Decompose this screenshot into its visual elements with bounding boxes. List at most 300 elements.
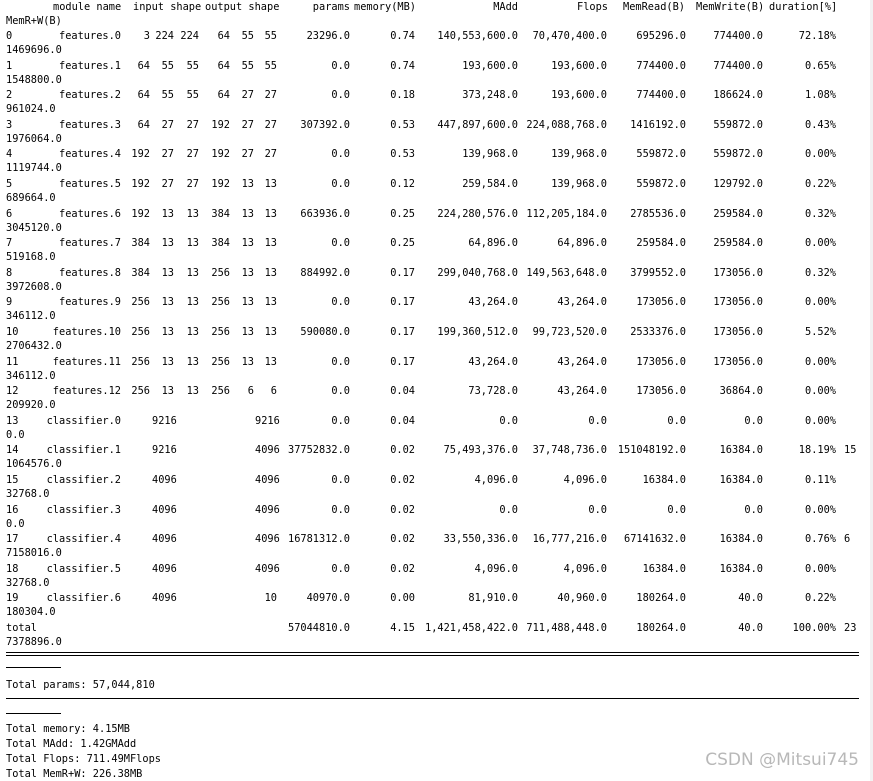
cell-dur: 0.00%: [805, 296, 836, 308]
cell-dur: 72.18%: [798, 30, 836, 42]
cell-name: classifier.4: [46, 533, 121, 545]
cell-params: 23296.0: [306, 30, 350, 42]
table-row: [0, 177, 873, 191]
cell-in1: 27: [161, 148, 174, 160]
cell-in0: 64: [137, 60, 150, 72]
cell-in2: 27: [186, 148, 199, 160]
cell-memrw-wrapped: 689664.0: [6, 192, 56, 204]
cell-out2: 4096: [255, 533, 280, 545]
cell-params: 0.0: [331, 415, 350, 427]
cell-out2: 13: [264, 178, 277, 190]
cell-mr: 774400.0: [636, 89, 686, 101]
cell-memrw-wrapped: 1548800.0: [6, 74, 62, 86]
cell-out0: 256: [211, 385, 230, 397]
cell-flops: 16,777,216.0: [532, 533, 607, 545]
cell-mw: 559872.0: [713, 148, 763, 160]
cell-in0: 64: [137, 119, 150, 131]
cell-in0: 256: [131, 296, 150, 308]
header-flops: Flops: [577, 1, 608, 13]
cell-out2: 55: [264, 60, 277, 72]
cell-mw: 16384.0: [719, 563, 763, 575]
cell-madd: 4,096.0: [474, 474, 518, 486]
cell-out2: 4096: [255, 504, 280, 516]
cell-params: 0.0: [331, 504, 350, 516]
cell-name: classifier.0: [46, 415, 121, 427]
cell-dur: 0.00%: [805, 385, 836, 397]
cell-memrw-wrapped: 32768.0: [6, 488, 50, 500]
cell-extra: 6: [844, 533, 851, 545]
total-params-line: Total params: 57,044,810: [6, 679, 155, 691]
cell-mr: 3799552.0: [630, 267, 686, 279]
cell-dur: 0.43%: [805, 119, 836, 131]
table-row: [0, 532, 873, 546]
cell-in2: 13: [186, 326, 199, 338]
cell-dur: 0.76%: [805, 533, 836, 545]
cell-idx: 6: [6, 208, 13, 220]
cell-mr: 173056.0: [636, 385, 686, 397]
cell-in0: 3: [143, 30, 150, 42]
table-row: [0, 266, 873, 280]
cell-flops: 0.0: [588, 415, 607, 427]
cell-flops: 224,088,768.0: [526, 119, 607, 131]
header-module-name: module name: [53, 1, 122, 13]
cell-mr: 16384.0: [642, 563, 686, 575]
cell-mr: 2785536.0: [630, 208, 686, 220]
cell-flops: 139,968.0: [551, 178, 607, 190]
cell-out2: 13: [264, 208, 277, 220]
cell-madd: 259,584.0: [462, 178, 518, 190]
cell-in1: 4096: [152, 563, 177, 575]
cell-out1: 55: [241, 60, 254, 72]
cell-mem: 0.04: [390, 385, 415, 397]
cell-name: classifier.2: [46, 474, 121, 486]
cell-in1: 13: [161, 356, 174, 368]
cell-flops: 43,264.0: [557, 356, 607, 368]
cell-in1: 13: [161, 208, 174, 220]
cell-params: 0.0: [331, 89, 350, 101]
cell-params: 0.0: [331, 356, 350, 368]
cell-out0: 256: [211, 267, 230, 279]
cell-idx: 13: [6, 415, 19, 427]
cell-in2: 27: [186, 119, 199, 131]
cell-flops: 149,563,648.0: [526, 267, 607, 279]
cell-name: classifier.5: [46, 563, 121, 575]
cell-out1: 13: [241, 356, 254, 368]
cell-mw: 186624.0: [713, 89, 763, 101]
cell-flops: 193,600.0: [551, 89, 607, 101]
cell-extra: 23: [844, 622, 857, 634]
cell-params: 0.0: [331, 296, 350, 308]
cell-madd: 4,096.0: [474, 563, 518, 575]
cell-mem: 0.02: [390, 504, 415, 516]
cell-in0: 64: [137, 89, 150, 101]
cell-madd: 81,910.0: [468, 592, 518, 604]
cell-dur: 0.00%: [805, 415, 836, 427]
cell-out1: 13: [241, 326, 254, 338]
cell-idx: 4: [6, 148, 13, 160]
cell-mr: 180264.0: [636, 592, 686, 604]
cell-out0: 192: [211, 119, 230, 131]
header-params: params: [312, 1, 350, 13]
cell-in1: 13: [161, 385, 174, 397]
cell-mw: 16384.0: [719, 533, 763, 545]
cell-idx: 5: [6, 178, 13, 190]
short-rule-1: [6, 667, 61, 668]
cell-madd: 0.0: [499, 415, 518, 427]
cell-params: 0.0: [331, 60, 350, 72]
cell-madd: 43,264.0: [468, 296, 518, 308]
cell-in1: 55: [161, 89, 174, 101]
cell-mw: 173056.0: [713, 326, 763, 338]
cell-flops: 112,205,184.0: [526, 208, 607, 220]
cell-in1: 13: [161, 296, 174, 308]
cell-madd: 0.0: [499, 504, 518, 516]
cell-in0: 256: [131, 326, 150, 338]
total-flops-line: Total Flops: 711.49MFlops: [6, 753, 161, 765]
table-row: [0, 621, 873, 635]
cell-name: features.5: [59, 178, 121, 190]
cell-out1: 27: [241, 119, 254, 131]
cell-out1: 27: [241, 89, 254, 101]
cell-in2: 13: [186, 208, 199, 220]
cell-mr: 151048192.0: [617, 444, 686, 456]
cell-mr: 180264.0: [636, 622, 686, 634]
cell-mem: 0.00: [390, 592, 415, 604]
cell-in1: 27: [161, 119, 174, 131]
double-rule-top: [6, 652, 859, 653]
cell-out0: 64: [217, 89, 230, 101]
cell-mr: 16384.0: [642, 474, 686, 486]
cell-params: 0.0: [331, 148, 350, 160]
cell-in2: 55: [186, 89, 199, 101]
header-memread: MemRead(B): [623, 1, 685, 13]
cell-mw: 259584.0: [713, 208, 763, 220]
cell-out2: 13: [264, 356, 277, 368]
cell-in2: 224: [180, 30, 199, 42]
cell-flops: 43,264.0: [557, 385, 607, 397]
cell-dur: 100.00%: [792, 622, 836, 634]
cell-mem: 0.02: [390, 533, 415, 545]
cell-mw: 173056.0: [713, 267, 763, 279]
header-memwrite: MemWrite(B): [696, 1, 765, 13]
cell-idx: 18: [6, 563, 19, 575]
cell-memrw-wrapped: 1119744.0: [6, 162, 62, 174]
table-row: [0, 443, 873, 457]
cell-memrw-wrapped: 346112.0: [6, 370, 56, 382]
cell-out0: 384: [211, 208, 230, 220]
total-memory-line: Total memory: 4.15MB: [6, 723, 130, 735]
table-row: [0, 355, 873, 369]
cell-flops: 139,968.0: [551, 148, 607, 160]
cell-name: features.0: [59, 30, 121, 42]
cell-name: classifier.3: [46, 504, 121, 516]
cell-flops: 4,096.0: [563, 563, 607, 575]
cell-madd: 447,897,600.0: [437, 119, 518, 131]
cell-madd: 64,896.0: [468, 237, 518, 249]
cell-name: features.7: [59, 237, 121, 249]
cell-mem: 0.18: [390, 89, 415, 101]
cell-out0: 384: [211, 237, 230, 249]
cell-mw: 0.0: [744, 415, 763, 427]
cell-madd: 224,280,576.0: [437, 208, 518, 220]
cell-in1: 4096: [152, 592, 177, 604]
cell-out0: 192: [211, 178, 230, 190]
cell-idx: 8: [6, 267, 13, 279]
cell-in2: 13: [186, 237, 199, 249]
cell-in0: 192: [131, 148, 150, 160]
cell-out0: 64: [217, 60, 230, 72]
full-rule: [6, 698, 859, 699]
cell-mem: 0.53: [390, 119, 415, 131]
cell-madd: 299,040,768.0: [437, 267, 518, 279]
cell-name: features.10: [52, 326, 121, 338]
cell-memrw-wrapped: 519168.0: [6, 251, 56, 263]
cell-in1: 27: [161, 178, 174, 190]
cell-dur: 5.52%: [805, 326, 836, 338]
cell-madd: 199,360,512.0: [437, 326, 518, 338]
cell-params: 0.0: [331, 385, 350, 397]
cell-dur: 0.22%: [805, 592, 836, 604]
cell-memrw-wrapped: 1469696.0: [6, 44, 62, 56]
cell-out2: 10: [264, 592, 277, 604]
table-row: [0, 473, 873, 487]
cell-idx: 15: [6, 474, 19, 486]
cell-flops: 711,488,448.0: [526, 622, 607, 634]
cell-params: 663936.0: [300, 208, 350, 220]
cell-mr: 559872.0: [636, 148, 686, 160]
cell-flops: 4,096.0: [563, 474, 607, 486]
cell-name: features.9: [59, 296, 121, 308]
cell-mw: 16384.0: [719, 444, 763, 456]
header-memory: memory(MB): [354, 1, 416, 13]
cell-name: features.3: [59, 119, 121, 131]
cell-mem: 0.17: [390, 267, 415, 279]
cell-madd: 43,264.0: [468, 356, 518, 368]
cell-in1: 4096: [152, 533, 177, 545]
cell-memrw-wrapped: 0.0: [6, 429, 25, 441]
header-memrw-wrapped: MemR+W(B): [6, 15, 62, 27]
cell-out2: 13: [264, 237, 277, 249]
cell-name: classifier.1: [46, 444, 121, 456]
cell-out0: 192: [211, 148, 230, 160]
cell-mr: 0.0: [667, 504, 686, 516]
header-duration: duration[%]: [769, 1, 838, 13]
cell-out0: 64: [217, 30, 230, 42]
cell-memrw-wrapped: 7378896.0: [6, 636, 62, 648]
cell-out1: 13: [241, 237, 254, 249]
cell-flops: 64,896.0: [557, 237, 607, 249]
cell-mr: 173056.0: [636, 296, 686, 308]
cell-dur: 0.00%: [805, 148, 836, 160]
cell-mem: 0.74: [390, 60, 415, 72]
cell-in0: 384: [131, 237, 150, 249]
table-row: [0, 503, 873, 517]
cell-dur: 0.00%: [805, 237, 836, 249]
cell-flops: 0.0: [588, 504, 607, 516]
cell-flops: 43,264.0: [557, 296, 607, 308]
cell-in2: 13: [186, 267, 199, 279]
cell-out2: 13: [264, 267, 277, 279]
cell-madd: 1,421,458,422.0: [425, 622, 518, 634]
cell-madd: 139,968.0: [462, 148, 518, 160]
cell-idx: 0: [6, 30, 13, 42]
cell-out2: 27: [264, 119, 277, 131]
header-output-shape: output shape: [205, 1, 280, 13]
cell-in2: 13: [186, 296, 199, 308]
cell-mw: 173056.0: [713, 296, 763, 308]
table-row: [0, 29, 873, 43]
cell-name: classifier.6: [46, 592, 121, 604]
cell-out2: 4096: [255, 474, 280, 486]
table-row: [0, 207, 873, 221]
cell-mem: 0.17: [390, 296, 415, 308]
cell-in0: 384: [131, 267, 150, 279]
watermark: CSDN @Mitsui745: [705, 750, 859, 770]
cell-in1: 13: [161, 326, 174, 338]
cell-idx: 9: [6, 296, 13, 308]
cell-in2: 13: [186, 385, 199, 397]
cell-mem: 0.02: [390, 563, 415, 575]
cell-dur: 0.65%: [805, 60, 836, 72]
cell-params: 0.0: [331, 237, 350, 249]
double-rule-bottom: [6, 655, 859, 656]
cell-out2: 6: [270, 385, 277, 397]
cell-in1: 9216: [152, 415, 177, 427]
cell-name: features.12: [52, 385, 121, 397]
cell-mw: 559872.0: [713, 119, 763, 131]
cell-in1: 13: [161, 237, 174, 249]
header-row: [0, 0, 873, 14]
cell-dur: 0.32%: [805, 267, 836, 279]
cell-madd: 140,553,600.0: [437, 30, 518, 42]
cell-dur: 0.32%: [805, 208, 836, 220]
cell-name: features.11: [52, 356, 121, 368]
cell-mem: 0.25: [390, 208, 415, 220]
cell-idx: 17: [6, 533, 19, 545]
short-rule-2: [6, 713, 61, 714]
cell-params: 884992.0: [300, 267, 350, 279]
cell-in2: 27: [186, 178, 199, 190]
cell-flops: 99,723,520.0: [532, 326, 607, 338]
table-row: [0, 59, 873, 73]
cell-mem: 0.53: [390, 148, 415, 160]
cell-madd: 193,600.0: [462, 60, 518, 72]
cell-flops: 70,470,400.0: [532, 30, 607, 42]
cell-flops: 193,600.0: [551, 60, 607, 72]
cell-mem: 0.74: [390, 30, 415, 42]
cell-params: 16781312.0: [288, 533, 350, 545]
cell-params: 0.0: [331, 178, 350, 190]
cell-mw: 0.0: [744, 504, 763, 516]
cell-mem: 4.15: [390, 622, 415, 634]
cell-idx: 19: [6, 592, 19, 604]
cell-memrw-wrapped: 346112.0: [6, 310, 56, 322]
cell-in1: 9216: [152, 444, 177, 456]
table-row: [0, 325, 873, 339]
cell-name: features.6: [59, 208, 121, 220]
cell-params: 37752832.0: [288, 444, 350, 456]
cell-idx: 3: [6, 119, 13, 131]
cell-out0: 256: [211, 296, 230, 308]
total-madd-line: Total MAdd: 1.42GMAdd: [6, 738, 137, 750]
cell-name: features.8: [59, 267, 121, 279]
cell-idx: 7: [6, 237, 13, 249]
cell-in1: 4096: [152, 504, 177, 516]
header-madd: MAdd: [493, 1, 518, 13]
cell-memrw-wrapped: 2706432.0: [6, 340, 62, 352]
cell-dur: 1.08%: [805, 89, 836, 101]
cell-out1: 55: [241, 30, 254, 42]
cell-mr: 774400.0: [636, 60, 686, 72]
cell-idx: 11: [6, 356, 19, 368]
cell-in0: 256: [131, 385, 150, 397]
cell-in0: 192: [131, 178, 150, 190]
cell-in2: 55: [186, 60, 199, 72]
cell-out1: 13: [241, 208, 254, 220]
cell-mw: 40.0: [738, 622, 763, 634]
cell-mr: 259584.0: [636, 237, 686, 249]
table-row: [0, 147, 873, 161]
table-row: [0, 384, 873, 398]
cell-mem: 0.17: [390, 326, 415, 338]
cell-params: 0.0: [331, 474, 350, 486]
cell-in2: 13: [186, 356, 199, 368]
cell-out2: 13: [264, 296, 277, 308]
cell-out1: 27: [241, 148, 254, 160]
cell-in1: 55: [161, 60, 174, 72]
cell-memrw-wrapped: 1976064.0: [6, 133, 62, 145]
cell-in0: 192: [131, 208, 150, 220]
table-row: [0, 591, 873, 605]
cell-mr: 695296.0: [636, 30, 686, 42]
cell-mw: 16384.0: [719, 474, 763, 486]
cell-mr: 2533376.0: [630, 326, 686, 338]
cell-memrw-wrapped: 961024.0: [6, 103, 56, 115]
cell-mem: 0.02: [390, 444, 415, 456]
cell-out1: 13: [241, 267, 254, 279]
cell-mem: 0.17: [390, 356, 415, 368]
table-row: [0, 88, 873, 102]
table-row: [0, 118, 873, 132]
cell-idx: 1: [6, 60, 13, 72]
cell-idx: 14: [6, 444, 19, 456]
cell-out1: 13: [241, 296, 254, 308]
cell-in1: 4096: [152, 474, 177, 486]
cell-mw: 173056.0: [713, 356, 763, 368]
cell-out2: 9216: [255, 415, 280, 427]
table-row: [0, 562, 873, 576]
cell-out2: 27: [264, 148, 277, 160]
cell-out2: 4096: [255, 563, 280, 575]
cell-madd: 73,728.0: [468, 385, 518, 397]
cell-flops: 37,748,736.0: [532, 444, 607, 456]
cell-idx: 10: [6, 326, 19, 338]
cell-dur: 0.00%: [805, 504, 836, 516]
cell-in1: 13: [161, 267, 174, 279]
cell-mr: 67141632.0: [624, 533, 686, 545]
cell-out1: 6: [247, 385, 254, 397]
cell-idx: 16: [6, 504, 19, 516]
cell-out0: 256: [211, 326, 230, 338]
cell-mem: 0.02: [390, 474, 415, 486]
cell-dur: 18.19%: [798, 444, 836, 456]
cell-params: 0.0: [331, 563, 350, 575]
cell-name: features.2: [59, 89, 121, 101]
cell-name: features.4: [59, 148, 121, 160]
cell-in0: 256: [131, 356, 150, 368]
cell-memrw-wrapped: 1064576.0: [6, 458, 62, 470]
cell-params: 57044810.0: [288, 622, 350, 634]
